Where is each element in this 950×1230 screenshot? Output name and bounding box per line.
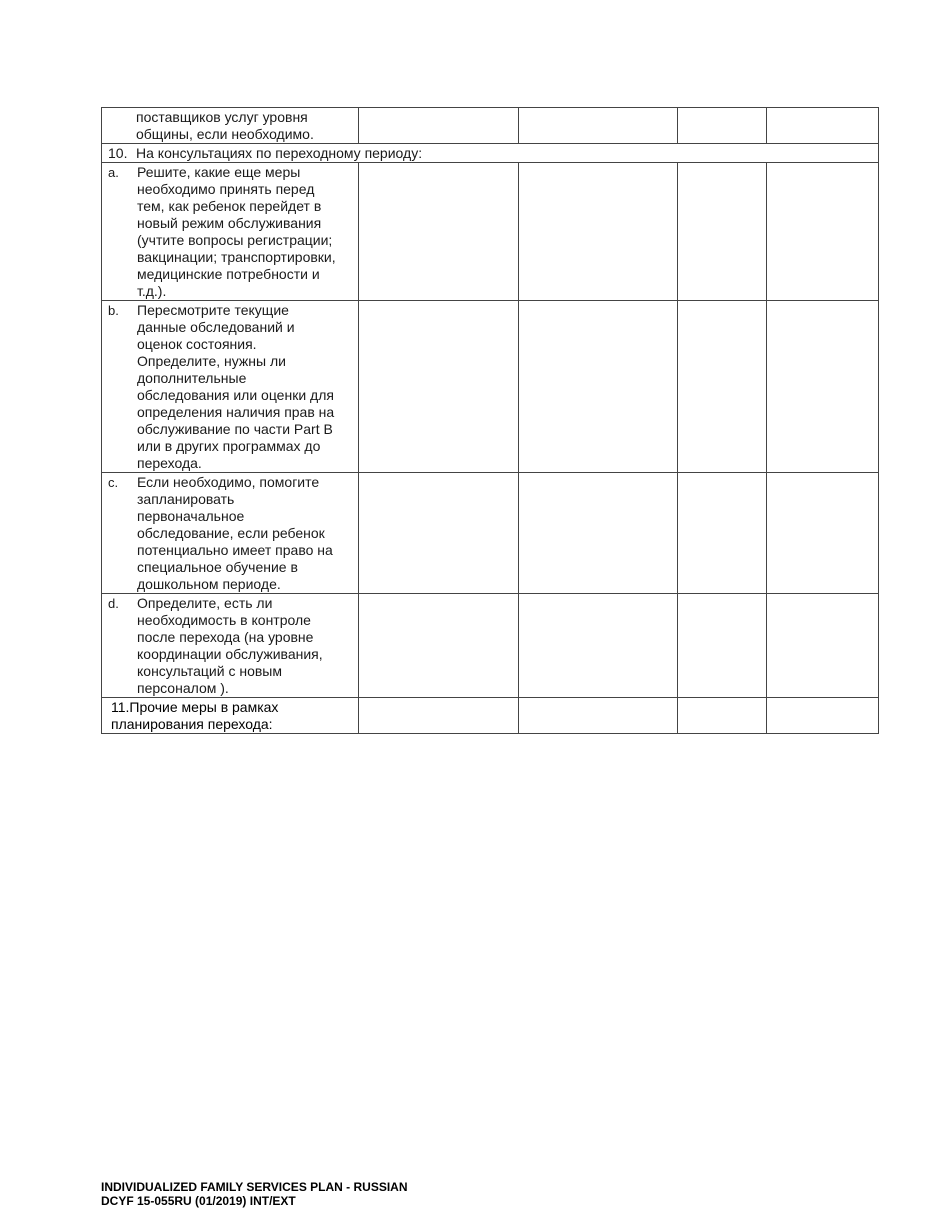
- transition-plan-table: [101, 107, 879, 734]
- empty-cell[interactable]: [766, 108, 878, 144]
- empty-cell[interactable]: [766, 698, 878, 734]
- form-code: DCYF 15-055RU (01/2019) INT/EXT: [101, 1194, 296, 1208]
- empty-cell[interactable]: [359, 108, 518, 144]
- table-row: [102, 473, 879, 594]
- empty-cell[interactable]: [677, 301, 766, 473]
- item-text: Пересмотрите текущие данные обследований и оценок состояния. Определите, нужны ли дополнительные обследования или оценки для определения наличия прав на обслуживание по части Part B или в других программах до перехода.: [137, 302, 335, 471]
- empty-cell[interactable]: [359, 473, 518, 594]
- empty-cell[interactable]: [677, 163, 766, 301]
- form-footer: [101, 1180, 408, 1208]
- empty-cell[interactable]: [518, 163, 677, 301]
- section-title: На консультациях по переходному периоду:: [136, 145, 423, 161]
- form-title: INDIVIDUALIZED FAMILY SERVICES PLAN - RUSSIAN: [101, 1180, 408, 1194]
- activity-cell: [102, 108, 359, 144]
- empty-cell[interactable]: [677, 108, 766, 144]
- section-header-cell: [102, 144, 879, 163]
- empty-cell[interactable]: [766, 301, 878, 473]
- table-row: [102, 108, 879, 144]
- table-row: [102, 594, 879, 698]
- activity-cell: [102, 698, 359, 734]
- empty-cell[interactable]: [766, 473, 878, 594]
- item-text: Если необходимо, помогите запланировать первоначальное обследование, если ребенок потенциально имеет право на специальное обучение в дошкольном периоде.: [137, 474, 333, 592]
- activity-cell: [102, 594, 359, 698]
- empty-cell[interactable]: [677, 594, 766, 698]
- item-label: c.: [108, 475, 119, 490]
- item-label: b.: [108, 303, 119, 318]
- item-text: Определите, есть ли необходимость в контроле после перехода (на уровне координации обслуживания, консультаций с новым персоналом ).: [137, 595, 323, 696]
- empty-cell[interactable]: [359, 594, 518, 698]
- table-row: [102, 698, 879, 734]
- empty-cell[interactable]: [677, 698, 766, 734]
- empty-cell[interactable]: [518, 698, 677, 734]
- activity-cell: [102, 163, 359, 301]
- empty-cell[interactable]: [677, 473, 766, 594]
- empty-cell[interactable]: [518, 108, 677, 144]
- other-measures-text: 11.Прочие меры в рамках планирования перехода:: [111, 699, 279, 732]
- empty-cell[interactable]: [518, 473, 677, 594]
- section-row: [102, 144, 879, 163]
- section-number: 10.: [108, 145, 128, 161]
- empty-cell[interactable]: [518, 301, 677, 473]
- empty-cell[interactable]: [359, 163, 518, 301]
- item-label: a.: [108, 165, 119, 180]
- empty-cell[interactable]: [766, 594, 878, 698]
- empty-cell[interactable]: [359, 698, 518, 734]
- empty-cell[interactable]: [518, 594, 677, 698]
- item-text: Решите, какие еще меры необходимо принять перед тем, как ребенок перейдет в новый режим обслуживания (учтите вопросы регистрации; вакцинации; транспортировки, медицинские потребности и т.д.).: [137, 164, 336, 299]
- item-label: d.: [108, 596, 119, 611]
- table-row: [102, 301, 879, 473]
- activity-cell: [102, 473, 359, 594]
- empty-cell[interactable]: [359, 301, 518, 473]
- activity-cell: [102, 301, 359, 473]
- empty-cell[interactable]: [766, 163, 878, 301]
- continued-text: поставщиков услуг уровня общины, если необходимо.: [136, 109, 314, 142]
- table-row: [102, 163, 879, 301]
